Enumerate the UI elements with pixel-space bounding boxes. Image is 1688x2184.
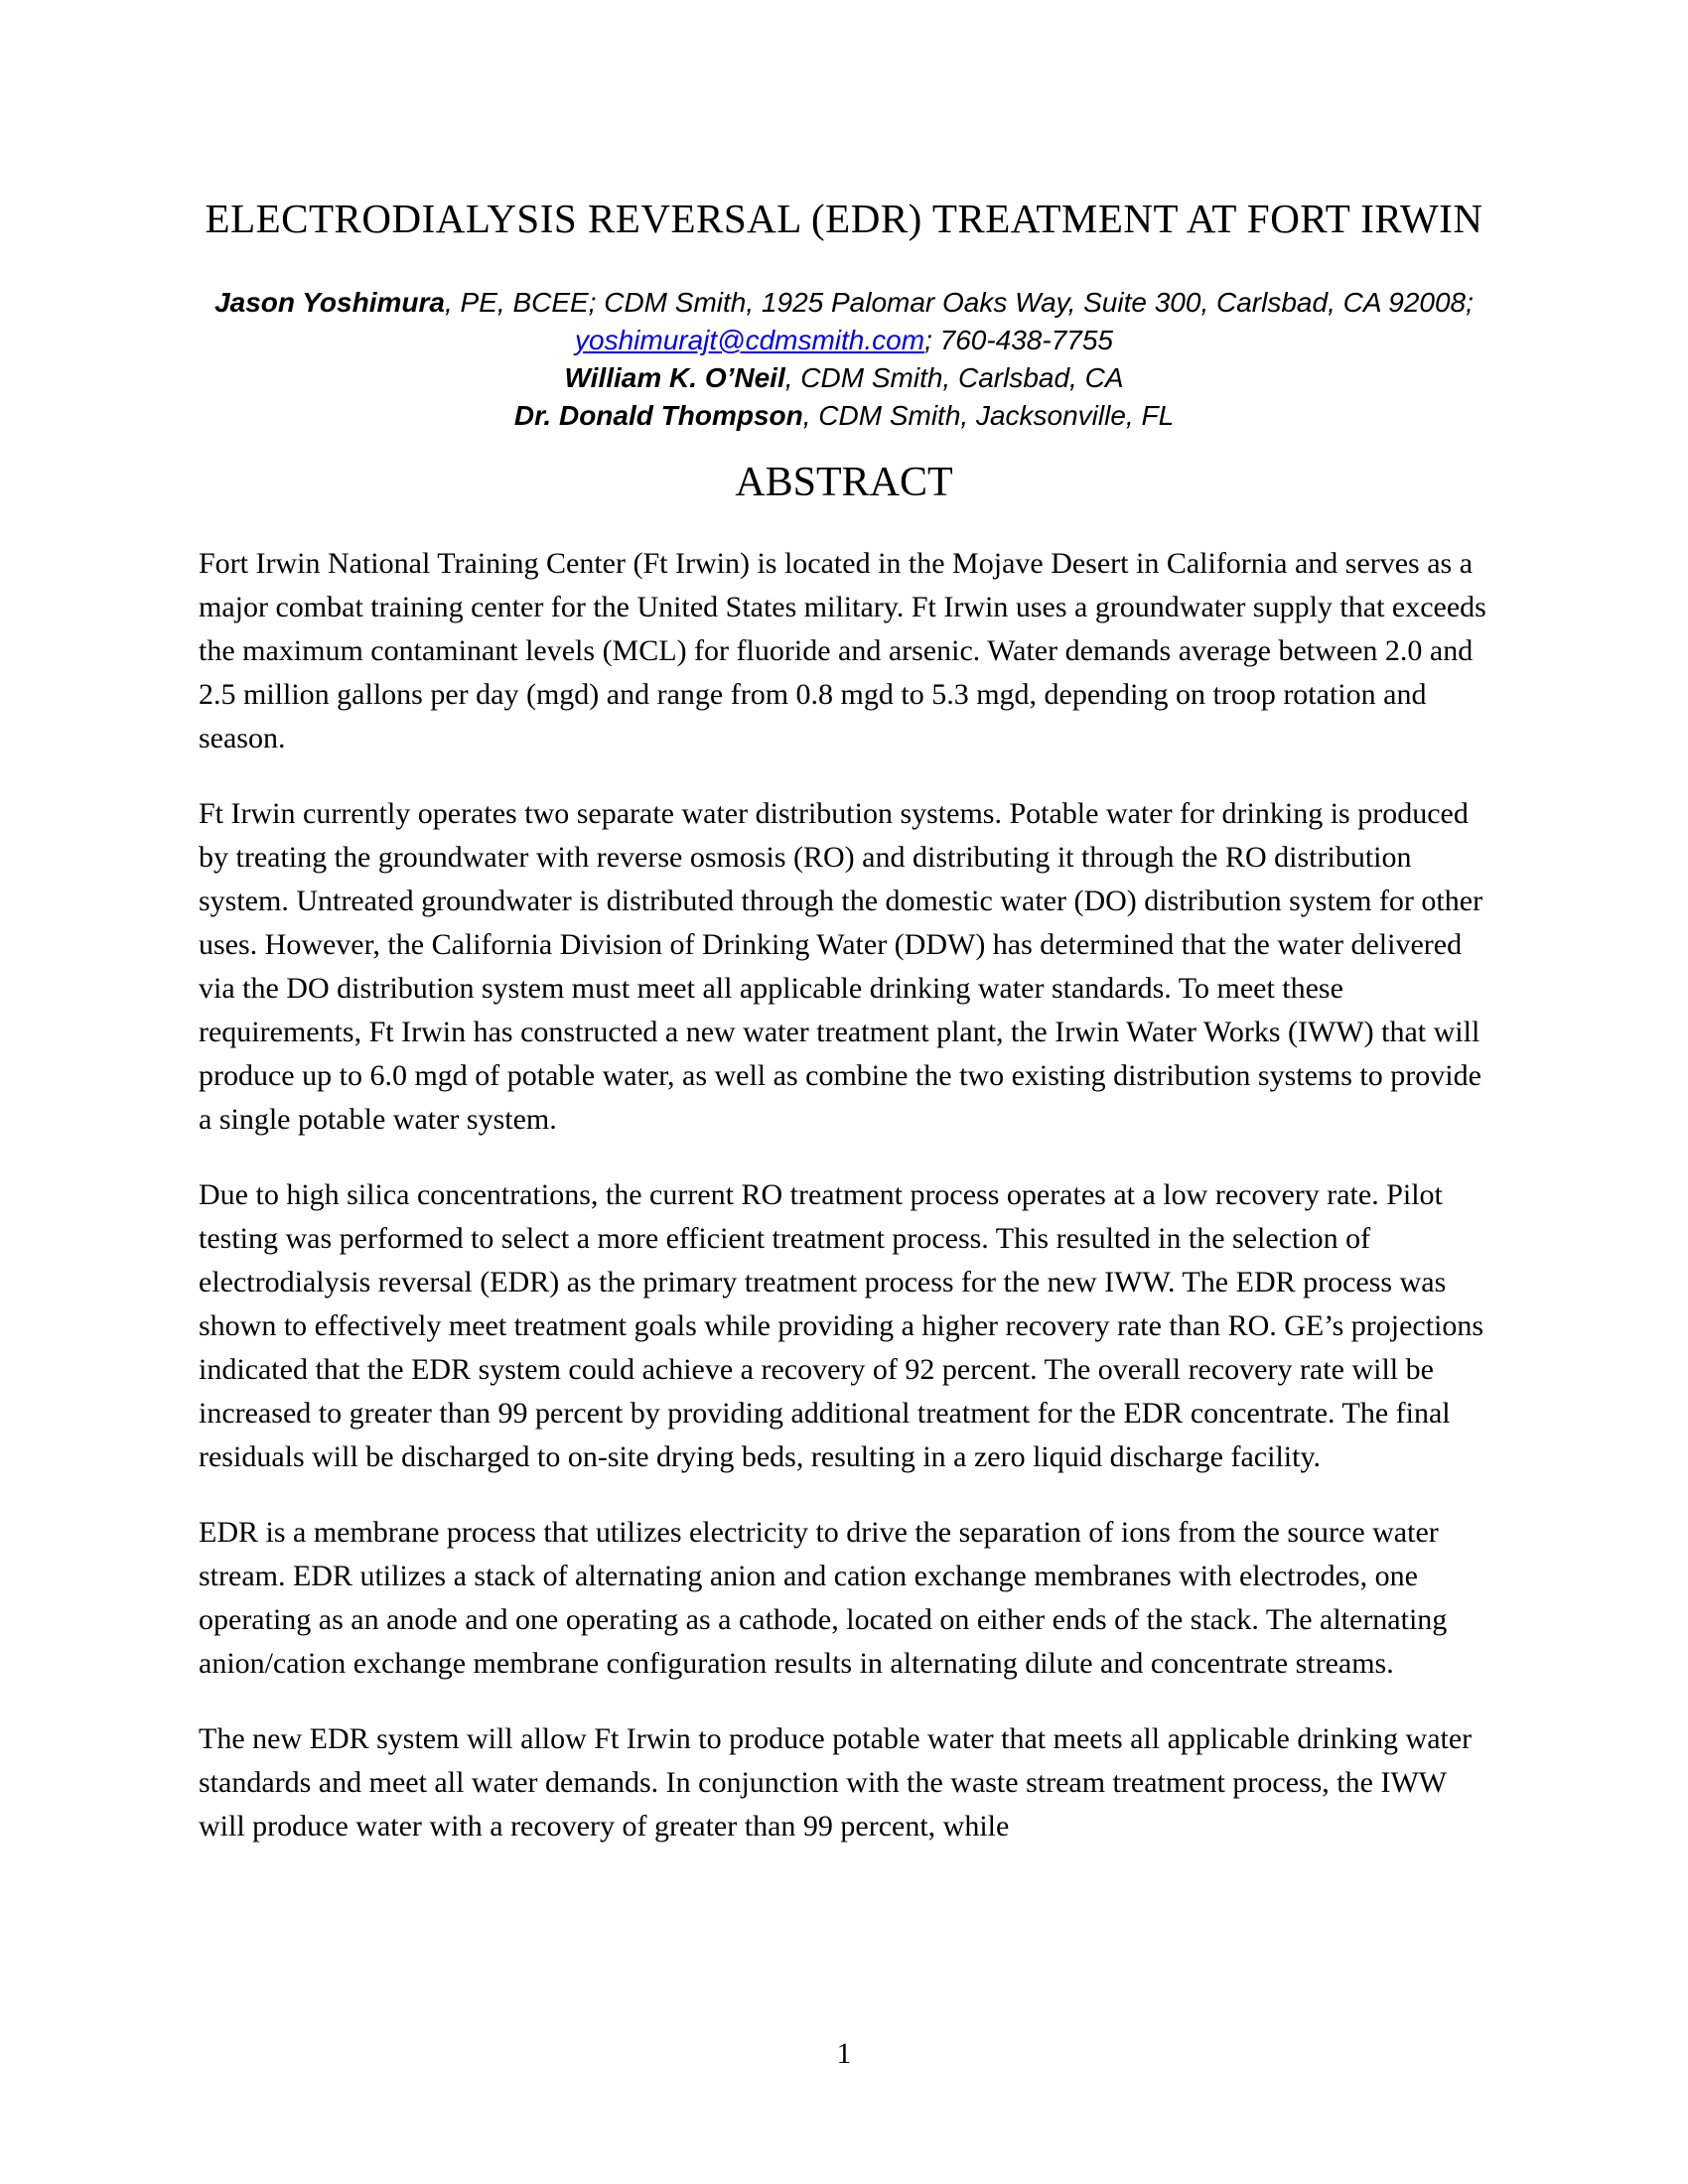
phone-number: ; 760-438-7755 xyxy=(924,325,1113,355)
abstract-paragraph-2: Ft Irwin currently operates two separate water distribution systems. Potable water for drinking is produced by treating the groundwater with reverse osmosis (RO) and distributing it through the RO distribution system. Untreated groundwater is distributed through the domestic water (DO) distribution system for other uses. However, the California Division of Drinking Water (DDW) has determined that the water delivered via the DO distribution system must meet all applicable drinking water standards. To meet these requirements, Ft Irwin has constructed a new water treatment plant, the Irwin Water Works (IWW) that will produce up to 6.0 mgd of potable water, as well as combine the two existing distribution systems to provide a single potable water system. xyxy=(199,797,1483,1136)
author-block xyxy=(149,284,1539,435)
author-affiliation-4: , CDM Smith, Jacksonville, FL xyxy=(802,400,1175,431)
abstract-paragraph-5: The new EDR system will allow Ft Irwin to produce potable water that meets all applicable drinking water standards and meet all water demands. In conjunction with the waste stream treatment process, the IWW will produce water with a recovery of greater than 99 percent, while xyxy=(199,1722,1473,1843)
abstract-heading: ABSTRACT xyxy=(735,460,953,505)
author-line-2 xyxy=(149,322,1539,359)
author-affiliation-1: , PE, BCEE; CDM Smith, 1925 Palomar Oaks Way, Suite 300, Carlsbad, CA 92008; xyxy=(444,287,1474,318)
author-affiliation-3: , CDM Smith, Carlsbad, CA xyxy=(784,362,1124,393)
author-line-4 xyxy=(149,397,1539,435)
abstract-paragraph-4: EDR is a membrane process that utilizes electricity to drive the separation of ions from the source water stream. EDR utilizes a stack of alternating anion and cation exchange membranes with electrodes, one operating as an anode and one operating as a cathode, located on either ends of the stack. The alternating anion/cation exchange membrane configuration results in alternating dilute and concentrate streams. xyxy=(199,1516,1448,1680)
author-name-oneil: William K. O’Neil xyxy=(564,362,785,393)
author-name-yoshimura: Jason Yoshimura xyxy=(214,287,445,318)
abstract-body xyxy=(199,542,1489,1880)
abstract-paragraph-1: Fort Irwin National Training Center (Ft Irwin) is located in the Mojave Desert in California and serves as a major combat training center for the United States military. Ft Irwin uses a groundwater supply that exceeds the maximum contaminant levels (MCL) for fluoride and arsenic. Water demands average between 2.0 and 2.5 million gallons per day (mgd) and range from 0.8 mgd to 5.3 mgd, depending on troop rotation and season. xyxy=(199,547,1486,754)
author-line-1 xyxy=(149,284,1539,322)
page-number: 1 xyxy=(836,2037,852,2070)
author-line-3 xyxy=(149,359,1539,397)
abstract-paragraph-3: Due to high silica concentrations, the current RO treatment process operates at a low recovery rate. Pilot testing was performed to select a more efficient treatment process. This resulted in the selection of electrodialysis reversal (EDR) as the primary treatment process for the new IWW. The EDR process was shown to effectively meet treatment goals while providing a higher recovery rate than RO. GE’s projections indicated that the EDR system could achieve a recovery of 92 percent. The overall recovery rate will be increased to greater than 99 percent by providing additional treatment for the EDR concentrate. The final residuals will be discharged to on-site drying beds, resulting in a zero liquid discharge facility. xyxy=(199,1178,1484,1473)
author-name-thompson: Dr. Donald Thompson xyxy=(513,400,803,431)
page-title: ELECTRODIALYSIS REVERSAL (EDR) TREATMENT AT FORT IRWIN xyxy=(205,196,1483,241)
email-link[interactable]: yoshimurajt@cdmsmith.com xyxy=(575,325,925,355)
